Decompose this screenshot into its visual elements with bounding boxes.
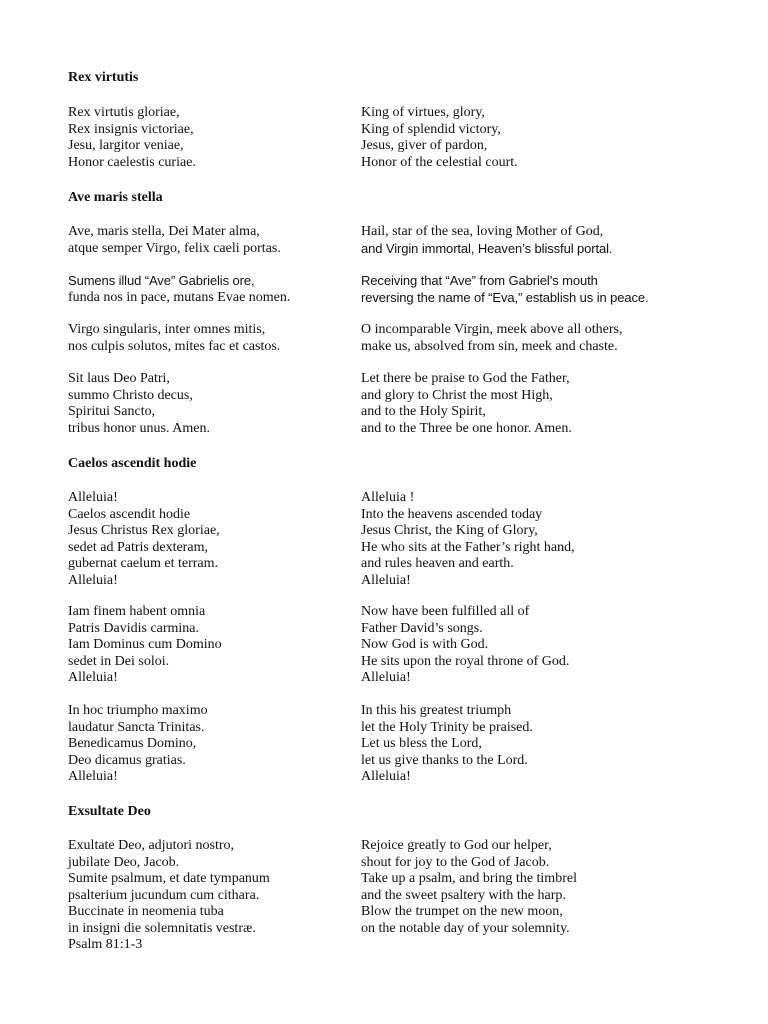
english-line: O incomparable Virgin, meek above all others, [361, 322, 623, 337]
latin-line: laudatur Sancta Trinitas. [68, 719, 205, 735]
english-line: In this his greatest triumph [361, 703, 512, 718]
section-title-ave-maris-stella: Ave maris stella [68, 190, 163, 205]
latin-line: atque semper Virgo, felix caeli portas. [68, 240, 281, 256]
english-line: and to the Three be one honor. Amen. [361, 420, 572, 436]
english-line: Jesus Christ, the King of Glory, [361, 523, 538, 538]
latin-line: tribus honor unus. Amen. [68, 420, 210, 436]
latin-line: Alleluia! [68, 572, 118, 588]
english-line: Blow the trumpet on the new moon, [361, 904, 563, 919]
latin-stanza [68, 371, 338, 437]
latin-line: Alleluia! [68, 769, 118, 784]
english-line: Father David’s songs. [361, 620, 483, 636]
latin-stanza [68, 322, 338, 355]
english-line: Let there be praise to God the Father, [361, 371, 570, 386]
english-line: Jesus, giver of pardon, [361, 138, 488, 153]
latin-stanza [68, 105, 338, 171]
english-line: make us, absolved from sin, meek and chaste. [361, 338, 618, 354]
latin-line: Alleluia! [68, 670, 118, 685]
latin-line: Ave, maris stella, Dei Mater alma, [68, 224, 260, 239]
english-line: let us give thanks to the Lord. [361, 752, 528, 768]
latin-line: sedet in Dei soloi. [68, 653, 170, 669]
latin-stanza [68, 224, 338, 257]
english-stanza [361, 371, 661, 437]
latin-stanza [68, 273, 338, 306]
latin-line: psalterium jucundum cum cithara. [68, 887, 260, 903]
latin-line: Iam finem habent omnia [68, 604, 206, 619]
english-stanza [361, 273, 661, 306]
english-stanza [361, 604, 661, 687]
latin-line: Iam Dominus cum Domino [68, 637, 222, 652]
english-stanza [361, 838, 661, 937]
latin-line: Benedicamus Domino, [68, 736, 197, 751]
english-line: Honor of the celestial court. [361, 154, 518, 170]
english-line: Now have been fulfilled all of [361, 604, 530, 619]
english-line: Alleluia! [361, 572, 411, 588]
english-line: Hail, star of the sea, loving Mother of God, [361, 224, 604, 239]
english-line: Alleluia ! [361, 490, 415, 505]
latin-line: Rex virtutis gloriae, [68, 105, 180, 120]
latin-line: Deo dicamus gratias. [68, 752, 186, 768]
latin-line: Virgo singularis, inter omnes mitis, [68, 322, 266, 337]
english-line: and to the Holy Spirit, [361, 404, 486, 419]
english-line: and the sweet psaltery with the harp. [361, 887, 566, 903]
english-line: let the Holy Trinity be praised. [361, 719, 533, 735]
english-line: King of splendid victory, [361, 121, 501, 137]
english-line: and glory to Christ the most High, [361, 387, 553, 403]
latin-line: Exultate Deo, adjutori nostro, [68, 838, 235, 853]
psalm-citation: Psalm 81:1-3 [68, 937, 143, 952]
english-line: and Virgin immortal, Heaven’s blissful portal. [361, 240, 613, 256]
section-title-caelos-ascendit-hodie: Caelos ascendit hodie [68, 456, 197, 471]
english-line: He sits upon the royal throne of God. [361, 653, 570, 669]
latin-line: Sumite psalmum, et date tympanum [68, 871, 270, 886]
latin-line: funda nos in pace, mutans Evae nomen. [68, 289, 291, 305]
latin-line: Rex insignis victoriae, [68, 121, 194, 137]
latin-line: Buccinate in neomenia tuba [68, 904, 224, 919]
english-stanza [361, 105, 661, 171]
english-line: Receiving that “Ave” from Gabriel’s mouth [361, 273, 598, 288]
english-line: Alleluia! [361, 670, 411, 685]
latin-stanza [68, 490, 338, 589]
latin-line: Jesu, largitor veniae, [68, 138, 184, 153]
latin-line: Sumens illud “Ave” Gabrielis ore, [68, 273, 255, 288]
latin-stanza [68, 838, 338, 954]
english-line: on the notable day of your solemnity. [361, 920, 570, 936]
latin-line: Jesus Christus Rex gloriae, [68, 523, 220, 538]
english-line: shout for joy to the God of Jacob. [361, 854, 550, 870]
latin-line: Patris Davidis carmina. [68, 620, 200, 636]
english-line: Take up a psalm, and bring the timbrel [361, 871, 577, 886]
latin-line: in insigni die solemnitatis vestræ. [68, 920, 256, 936]
english-stanza [361, 490, 661, 589]
latin-stanza [68, 604, 338, 687]
english-stanza [361, 322, 661, 355]
english-stanza [361, 224, 661, 257]
latin-line: summo Christo decus, [68, 387, 193, 403]
english-line: Rejoice greatly to God our helper, [361, 838, 552, 853]
latin-line: sedet ad Patris dexteram, [68, 539, 208, 555]
latin-line: Spiritui Sancto, [68, 404, 156, 419]
section-title-exsultate-deo: Exsultate Deo [68, 804, 151, 819]
section-title-rex-virtutis: Rex virtutis [68, 70, 139, 85]
english-line: Into the heavens ascended today [361, 506, 543, 522]
latin-line: nos culpis solutos, mites fac et castos. [68, 338, 281, 354]
english-line: He who sits at the Father’s right hand, [361, 539, 575, 555]
english-line: King of virtues, glory, [361, 105, 485, 120]
english-line: Alleluia! [361, 769, 411, 784]
latin-line: gubernat caelum et terram. [68, 556, 219, 571]
english-line: reversing the name of “Eva,” establish us in peace. [361, 289, 649, 305]
english-line: and rules heaven and earth. [361, 556, 514, 571]
latin-line: Honor caelestis curiae. [68, 154, 196, 170]
latin-stanza [68, 703, 338, 786]
english-stanza [361, 703, 661, 786]
latin-line: Alleluia! [68, 490, 118, 505]
latin-line: Sit laus Deo Patri, [68, 371, 170, 386]
latin-line: jubilate Deo, Jacob. [68, 854, 180, 870]
latin-line: In hoc triumpho maximo [68, 703, 208, 718]
latin-line: Caelos ascendit hodie [68, 506, 191, 522]
english-line: Now God is with God. [361, 637, 489, 652]
english-line: Let us bless the Lord, [361, 736, 482, 751]
